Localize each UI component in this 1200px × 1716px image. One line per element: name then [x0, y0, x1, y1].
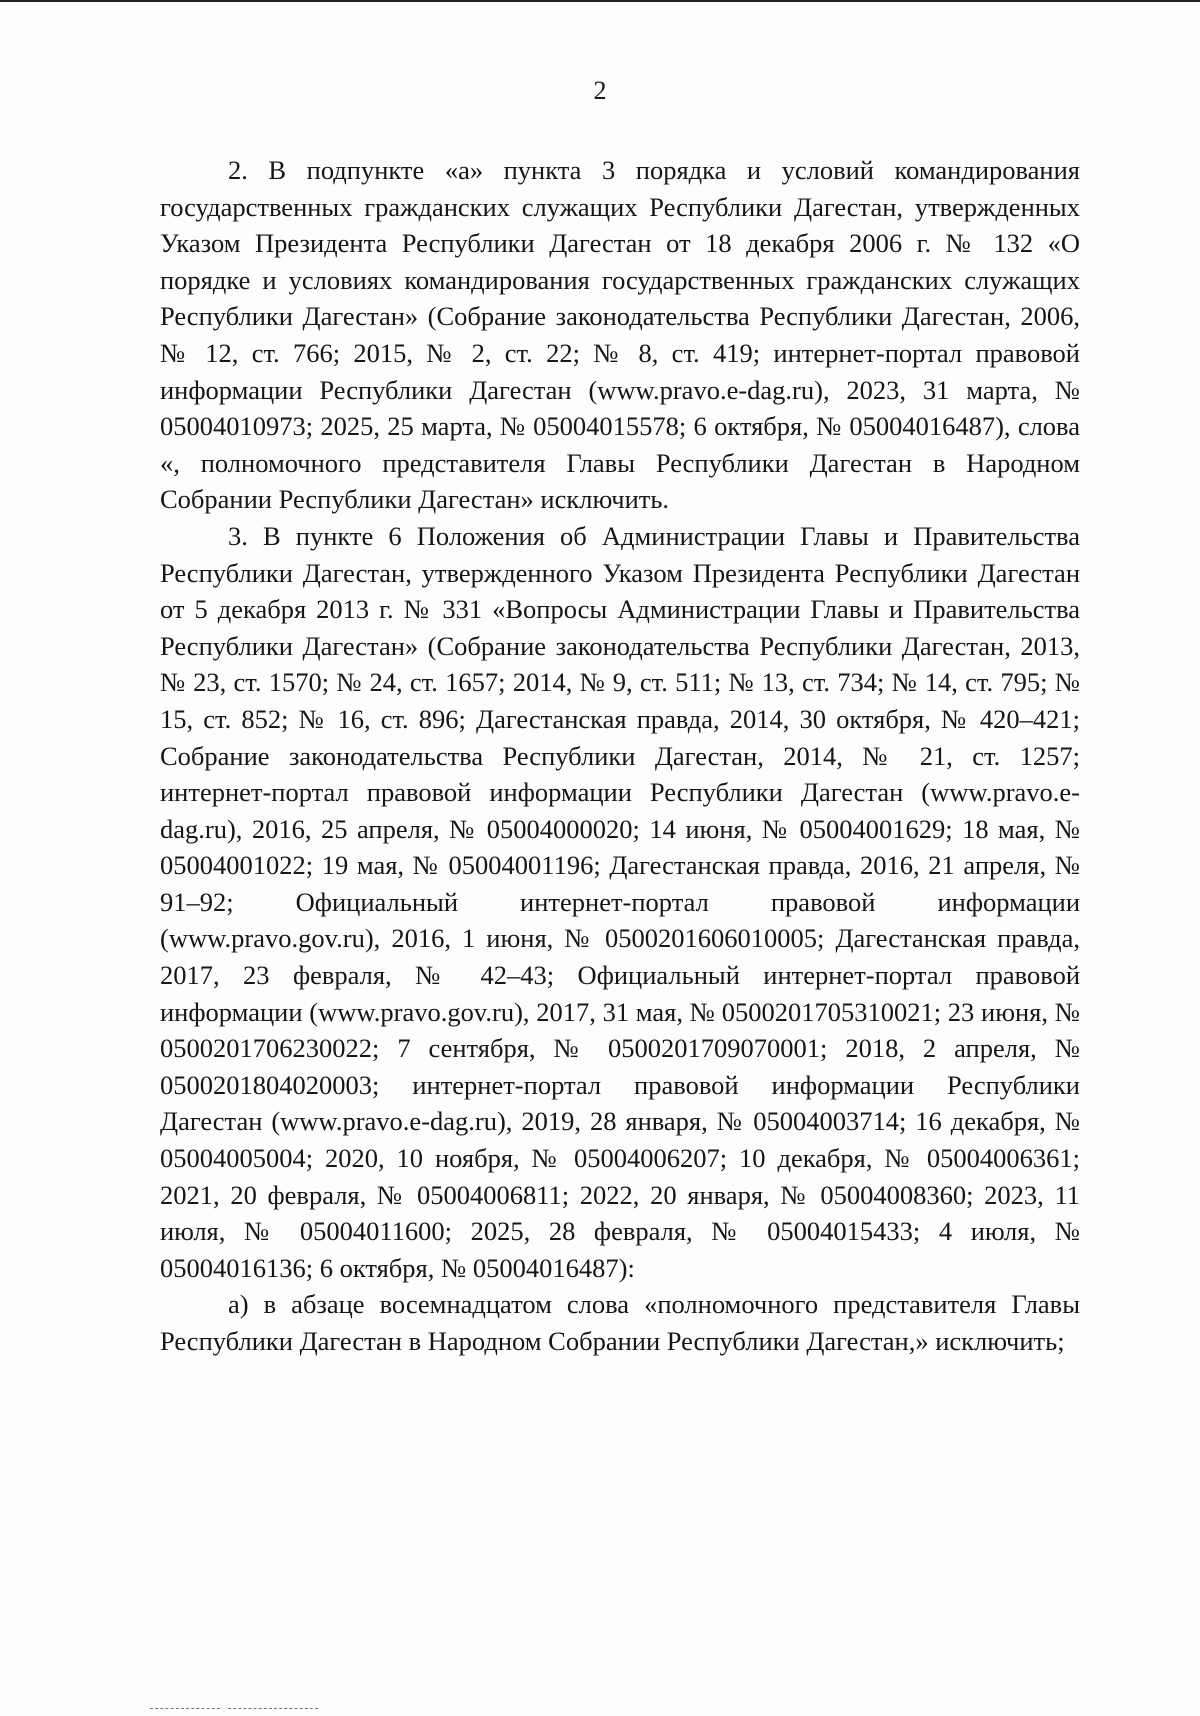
scan-edge-mark	[150, 1708, 220, 1709]
page-number: 2	[593, 76, 607, 105]
paragraph-item-3: 3. В пункте 6 Положения об Администрации Главы и Правительства Республики Дагестан, утвержденного Указом Президента Республики Дагестан от 5 декабря 2013 г. № 331 «Вопросы Администрации Главы и Правительства Республики Дагестан» (Собрание законодательства Республики Дагестан, 2013, № 23, ст. 1570; № 24, ст. 1657; 2014, № 9, ст. 511; № 13, ст. 734; № 14, ст. 795; № 15, ст. 852; № 16, ст. 896; Дагестанская правда, 2014, 30 октября, № 420–421; Собрание законодательства Республики Дагестан, 2014, № 21, ст. 1257; интернет-портал правовой информации Республики Дагестан (www.pravo.e-dag.ru), 2016, 25 апреля, № 05004000020; 14 июня, № 05004001629; 18 мая, № 05004001022; 19 мая, № 05004001196; Дагестанская правда, 2016, 21 апреля, № 91–92; Официальный интернет-портал правовой информации (www.pravo.gov.ru), 2016, 1 июня, № 0500201606010005; Дагестанская правда, 2017, 23 февраля, № 42–43; Официальный интернет-портал правовой информации (www.pravo.gov.ru), 2017, 31 мая, № 0500201705310021; 23 июня, № 0500201706230022; 7 сентября, № 0500201709070001; 2018, 2 апреля, № 0500201804020003; интернет-портал правовой информации Республики Дагестан (www.pravo.e-dag.ru), 2019, 28 января, № 05004003714; 16 декабря, № 05004005004; 2020, 10 ноября, № 05004006207; 10 декабря, № 05004006361; 2021, 20 февраля, № 05004006811; 2022, 20 января, № 05004008360; 2023, 11 июля, № 05004011600; 2025, 28 февраля, № 05004015433; 4 июля, № 05004016136; 6 октября, № 05004016487):	[160, 520, 1080, 1283]
scan-edge-mark	[228, 1708, 318, 1709]
paragraph-item-2: 2. В подпункте «а» пункта 3 порядка и условий командирования государственных гражданских служащих Республики Дагестан, утвержденных Указом Президента Республики Дагестан от 18 декабря 2006 г. № 132 «О порядке и условиях командирования государственных гражданских служащих Республики Дагестан» (Собрание законодательства Республики Дагестан, 2006, № 12, ст. 766; 2015, № 2, ст. 22; № 8, ст. 419; интернет-портал правовой информации Республики Дагестан (www.pravo.e-dag.ru), 2023, 31 марта, № 05004010973; 2025, 25 марта, № 05004015578; 6 октября, № 05004016487), слова «, полномочного представителя Главы Республики Дагестан в Народном Собрании Республики Дагестан» исключить.	[160, 155, 1080, 515]
document-body	[160, 152, 1080, 1360]
paragraph-item-3a: а) в абзаце восемнадцатом слова «полномочного представителя Главы Республики Дагестан в Народном Собрании Республики Дагестан,» исключить;	[160, 1289, 1080, 1356]
